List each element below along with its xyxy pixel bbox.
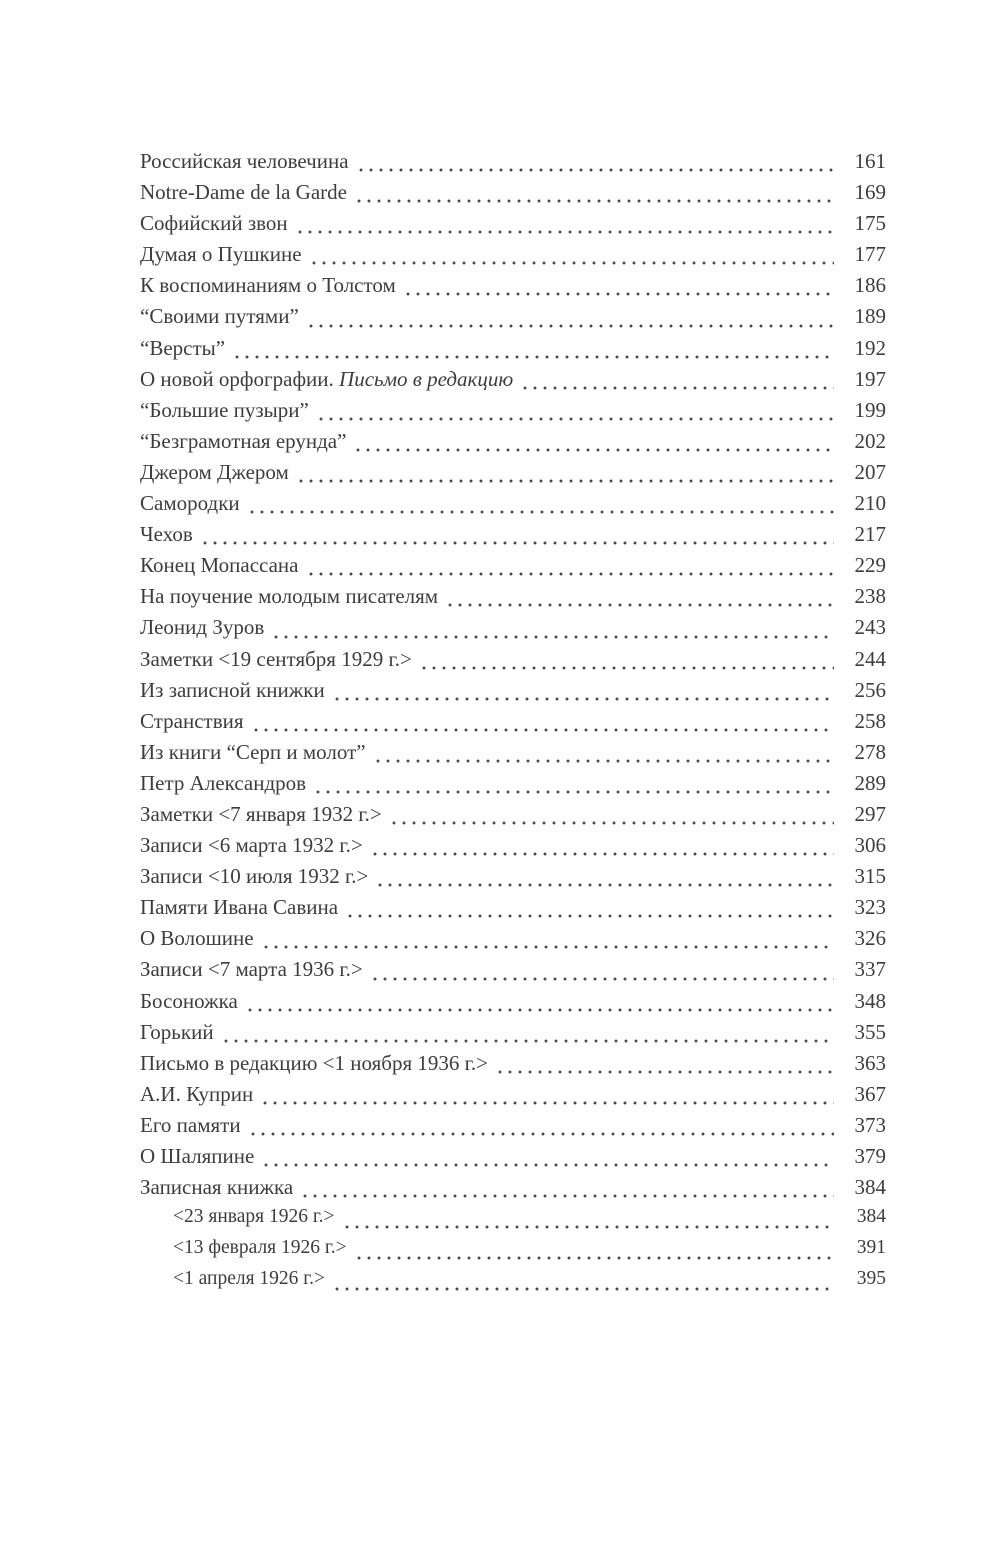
dot-leader: [353, 429, 834, 460]
entry-title: Чехов: [140, 522, 193, 547]
toc-entry: [140, 1144, 886, 1175]
toc-entry: [140, 429, 886, 460]
dot-leader: [419, 647, 834, 678]
toc-entry: [140, 989, 886, 1020]
page-number: 192: [854, 335, 886, 360]
dot-leader: [251, 709, 834, 740]
page-number: 379: [854, 1144, 886, 1168]
entry-title: Думая о Пушкине: [140, 242, 302, 267]
toc-entry: [140, 242, 886, 273]
page-number: 391: [856, 1237, 886, 1259]
dot-leader: [248, 1113, 834, 1144]
page-number: 355: [854, 1019, 886, 1044]
entry-title: О новой орфографии. Письмо в редакцию: [140, 366, 514, 391]
page-number: 217: [854, 522, 886, 547]
page-number: 199: [854, 397, 886, 422]
dot-leader: [245, 989, 834, 1020]
entry-title: Конец Мопассана: [140, 553, 299, 578]
entry-title: Из книги “Серп и молот”: [140, 739, 366, 764]
page-number: 337: [854, 957, 886, 982]
dot-leader: [309, 242, 834, 273]
page-number: 373: [854, 1112, 886, 1137]
toc-entry: [140, 273, 886, 304]
dot-leader: [247, 491, 834, 522]
entry-title: “Своими путями”: [140, 304, 299, 329]
page-number: 306: [854, 833, 886, 858]
entry-title: Памяти Ивана Савина: [140, 895, 339, 920]
entry-title: Заметки <19 сентября 1929 г.>: [140, 646, 412, 671]
page-number: 189: [854, 304, 886, 329]
dot-leader: [354, 180, 834, 211]
entry-title: “Версты”: [140, 335, 226, 360]
dot-leader: [375, 864, 834, 895]
toc-entry: [140, 398, 886, 429]
dot-leader: [271, 615, 834, 646]
entry-title: А.И. Куприн: [140, 1081, 254, 1106]
toc-entry: [140, 1051, 886, 1082]
dot-leader: [495, 1051, 834, 1082]
dot-leader: [295, 211, 834, 242]
page-number: 367: [854, 1081, 886, 1106]
toc-entry: [140, 460, 886, 491]
dot-leader: [332, 678, 834, 709]
dot-leader: [345, 895, 834, 926]
dot-leader: [306, 304, 834, 335]
entry-title: Из записной книжки: [140, 677, 325, 702]
toc-list: [140, 149, 886, 1299]
page-number: 323: [854, 895, 886, 920]
toc-entry: [140, 584, 886, 615]
entry-title: Петр Александров: [140, 770, 307, 795]
toc-entry: [140, 304, 886, 335]
entry-title: Записи <7 марта 1936 г.>: [140, 957, 363, 982]
toc-entry: [140, 957, 886, 988]
entry-title: Его памяти: [140, 1112, 241, 1137]
page-number: 175: [854, 211, 886, 236]
entry-title: <23 января 1926 г.>: [173, 1206, 335, 1228]
toc-entry: [140, 771, 886, 802]
entry-title-italic: Письмо в редакцию: [339, 366, 514, 391]
toc-entry: [140, 367, 886, 398]
page-number: 202: [854, 428, 886, 453]
entry-title: <1 апреля 1926 г.>: [173, 1268, 325, 1290]
entry-title: Странствия: [140, 708, 244, 733]
entry-title: Записи <6 марта 1932 г.>: [140, 833, 363, 858]
dot-leader: [520, 367, 834, 398]
dot-leader: [306, 553, 835, 584]
toc-entry: [140, 895, 886, 926]
page-number: 210: [854, 491, 886, 516]
dot-leader: [300, 1175, 834, 1206]
toc-entry: [140, 864, 886, 895]
toc-entry: [140, 1268, 886, 1299]
toc-entry: [140, 1113, 886, 1144]
entry-title: Босоножка: [140, 988, 238, 1013]
page-number: 177: [854, 242, 886, 267]
page-number: 348: [854, 988, 886, 1013]
toc-entry: [140, 1175, 886, 1206]
dot-leader: [342, 1206, 834, 1237]
dot-leader: [370, 957, 834, 988]
page-number: 238: [854, 584, 886, 609]
toc-entry: [140, 740, 886, 771]
page-number: 186: [854, 273, 886, 298]
dot-leader: [200, 522, 834, 553]
entry-title: К воспоминаниям о Толстом: [140, 273, 396, 298]
dot-leader: [261, 926, 834, 957]
toc-entry: [140, 647, 886, 678]
toc-entry: [140, 678, 886, 709]
dot-leader: [354, 1237, 834, 1268]
entry-title: Российская человечина: [140, 149, 349, 173]
entry-title: О Волошине: [140, 926, 254, 951]
entry-title: “Безграмотная ерунда”: [140, 428, 347, 453]
toc-entry: [140, 336, 886, 367]
toc-entry: [140, 522, 886, 553]
toc-entry: [140, 615, 886, 646]
toc-entry: [140, 211, 886, 242]
toc-entry: [140, 180, 886, 211]
page-number: 395: [856, 1268, 886, 1290]
page-number: 289: [854, 770, 886, 795]
page-number: 229: [854, 553, 886, 578]
dot-leader: [373, 740, 834, 771]
dot-leader: [232, 336, 834, 367]
dot-leader: [313, 771, 834, 802]
page-number: 207: [854, 459, 886, 484]
page-number: 244: [854, 646, 886, 671]
dot-leader: [316, 398, 834, 429]
page-number: 197: [854, 366, 886, 391]
toc-entry: [140, 149, 886, 180]
entry-title: О Шаляпине: [140, 1144, 255, 1168]
entry-title: “Большие пузыри”: [140, 397, 309, 422]
dot-leader: [445, 584, 834, 615]
entry-title: Записная книжка: [140, 1175, 294, 1200]
page-number: 326: [854, 926, 886, 951]
page-number: 278: [854, 739, 886, 764]
toc-entry: [140, 926, 886, 957]
entry-title: Записи <10 июля 1932 г.>: [140, 864, 369, 889]
dot-leader: [403, 273, 834, 304]
page-number: 363: [854, 1050, 886, 1075]
page-number: 315: [854, 864, 886, 889]
entry-title: Notre-Dame de la Garde: [140, 180, 347, 205]
toc-entry: [140, 1082, 886, 1113]
page-number: 384: [854, 1175, 886, 1200]
toc-entry: [140, 802, 886, 833]
page-number: 258: [854, 708, 886, 733]
toc-entry: [140, 833, 886, 864]
dot-leader: [296, 460, 834, 491]
toc-entry: [140, 1237, 886, 1268]
toc-entry: [140, 1020, 886, 1051]
entry-title: Заметки <7 января 1932 г.>: [140, 801, 382, 826]
toc-entry: [140, 709, 886, 740]
entry-title: Джером Джером: [140, 459, 289, 484]
page-number: 169: [854, 180, 886, 205]
toc-entry: [140, 491, 886, 522]
entry-title: Самородки: [140, 491, 240, 516]
dot-leader: [221, 1020, 834, 1051]
dot-leader: [332, 1268, 834, 1299]
page-number: 256: [854, 677, 886, 702]
dot-leader: [261, 1144, 834, 1175]
dot-leader: [260, 1082, 834, 1113]
page-number: 297: [854, 801, 886, 826]
entry-title: Леонид Зуров: [140, 615, 265, 640]
entry-title: <13 февраля 1926 г.>: [173, 1237, 347, 1259]
toc-entry: [140, 553, 886, 584]
dot-leader: [356, 149, 834, 180]
entry-title: Письмо в редакцию <1 ноября 1936 г.>: [140, 1050, 488, 1075]
toc-entry: [140, 1206, 886, 1237]
entry-title: Горький: [140, 1019, 214, 1044]
entry-title: Софийский звон: [140, 211, 288, 236]
page-number: 243: [854, 615, 886, 640]
page-number: 161: [854, 149, 886, 173]
page-number: 384: [856, 1206, 886, 1228]
dot-leader: [370, 833, 834, 864]
entry-title: На поучение молодым писателям: [140, 584, 439, 609]
dot-leader: [389, 802, 834, 833]
